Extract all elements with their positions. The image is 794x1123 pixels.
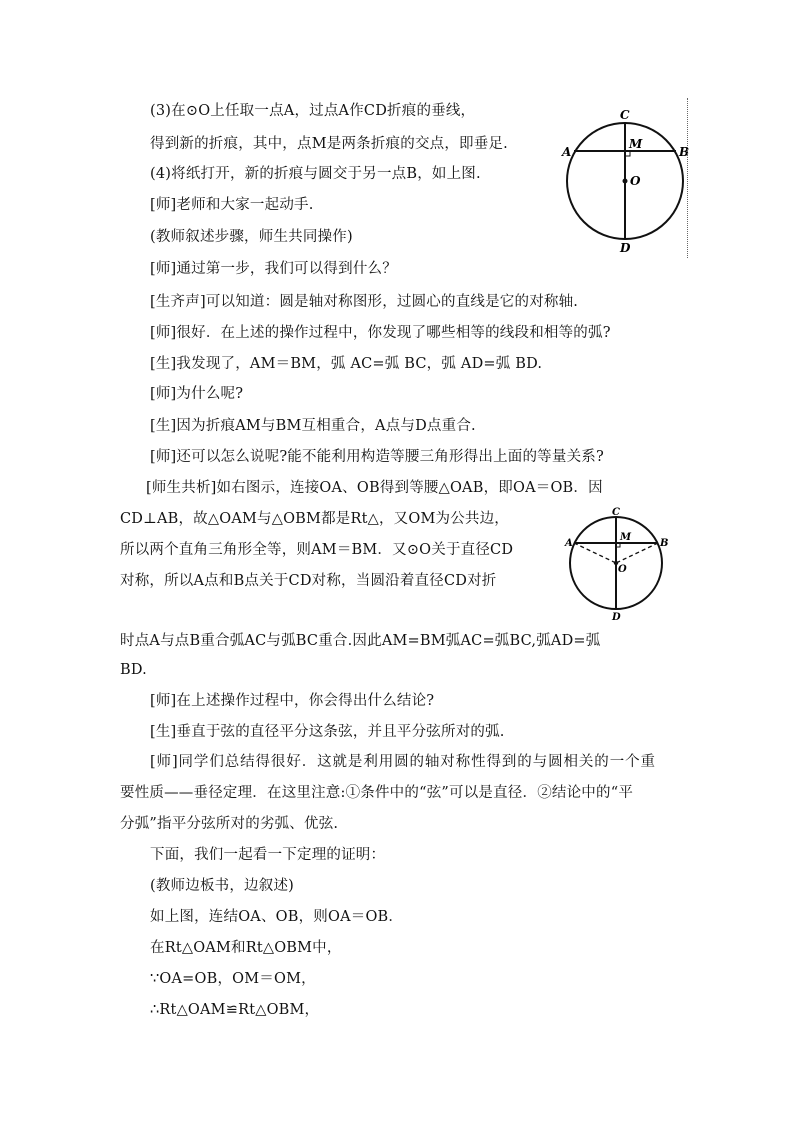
column-divider [687, 98, 688, 258]
label-b: B [679, 145, 690, 159]
text-line-16: 对称，所以A点和B点关于CD对称，当圆沿着直径CD对折 [120, 573, 497, 589]
text-line-4: [师]老师和大家一起动手. [150, 197, 314, 213]
text-line-23: 分弧”指平分弦所对的劣弧、优弦. [120, 816, 339, 832]
label-d-2: D [612, 612, 621, 623]
radius-oa [574, 543, 616, 563]
circle-figure-1 [556, 100, 696, 260]
text-line-25: (教师边板书，边叙述) [150, 878, 295, 894]
text-line-29: ∴Rt△OAM≌Rt△OBM， [150, 1002, 320, 1018]
text-line-21: [师]同学们总结得很好．这就是利用圆的轴对称性得到的与圆相关的一个重 [150, 754, 656, 770]
text-line-19: [师]在上述操作过程中，你会得出什么结论? [150, 693, 435, 709]
text-line-2: 得到新的折痕，其中，点M是两条折痕的交点，即垂足. [150, 136, 508, 152]
text-line-28: ∵OA=OB，OM＝OM， [150, 971, 316, 987]
label-b-2: B [660, 538, 669, 549]
text-line-17: 时点A与点B重合弧AC与弧BC重合.因此AM=BM弧AC=弧BC,弧AD=弧 [120, 633, 601, 649]
label-m-2: M [620, 532, 632, 543]
text-line-7: [生齐声]可以知道：圆是轴对称图形，过圆心的直线是它的对称轴. [150, 294, 579, 310]
label-a: A [562, 145, 572, 159]
text-line-15: 所以两个直角三角形全等，则AM＝BM．又⊙O关于直径CD [120, 542, 514, 558]
radius-ob [616, 543, 658, 563]
label-c: C [620, 108, 630, 122]
text-line-10: [师]为什么呢? [150, 386, 244, 402]
text-line-5: (教师叙述步骤，师生共同操作) [150, 229, 353, 245]
label-m: M [629, 137, 643, 151]
text-line-22: 要性质——垂径定理．在这里注意:①条件中的“弦”可以是直径．②结论中的“平 [120, 785, 634, 801]
text-line-27: 在Rt△OAM和Rt△OBM中， [150, 940, 342, 956]
label-o: O [630, 174, 641, 188]
text-line-13: [师生共析]如右图示，连接OA、OB得到等腰△OAB，即OA＝OB．因 [146, 480, 603, 496]
text-line-20: [生]垂直于弦的直径平分这条弦，并且平分弦所对的弧. [150, 724, 505, 740]
text-line-18: BD. [120, 662, 147, 678]
text-line-8: [师]很好．在上述的操作过程中，你发现了哪些相等的线段和相等的弧? [150, 325, 611, 341]
circle-figure-2 [562, 504, 672, 624]
text-line-3: (4)将纸打开，新的折痕与圆交于另一点B，如上图. [150, 166, 481, 182]
text-line-1: (3)在⊙O上任取一点A，过点A作CD折痕的垂线， [150, 103, 476, 119]
text-line-11: [生]因为折痕AM与BM互相重合，A点与D点重合. [150, 418, 476, 434]
text-line-12: [师]还可以怎么说呢?能不能利用构造等腰三角形得出上面的等量关系? [150, 449, 604, 465]
label-a-2: A [565, 538, 573, 549]
center-point [623, 179, 628, 184]
label-c-2: C [612, 507, 620, 518]
text-line-9: [生]我发现了，AM＝BM，弧 AC=弧 BC，弧 AD=弧 BD. [150, 356, 543, 372]
label-o-2: O [618, 564, 627, 575]
text-line-14: CD⊥AB，故△OAM与△OBM都是Rt△，又OM为公共边， [120, 511, 510, 527]
text-line-24: 下面，我们一起看一下定理的证明： [150, 847, 386, 863]
label-d: D [620, 241, 631, 255]
text-line-26: 如上图，连结OA、OB，则OA＝OB． [150, 909, 404, 925]
text-line-6: [师]通过第一步，我们可以得到什么？ [150, 261, 397, 277]
